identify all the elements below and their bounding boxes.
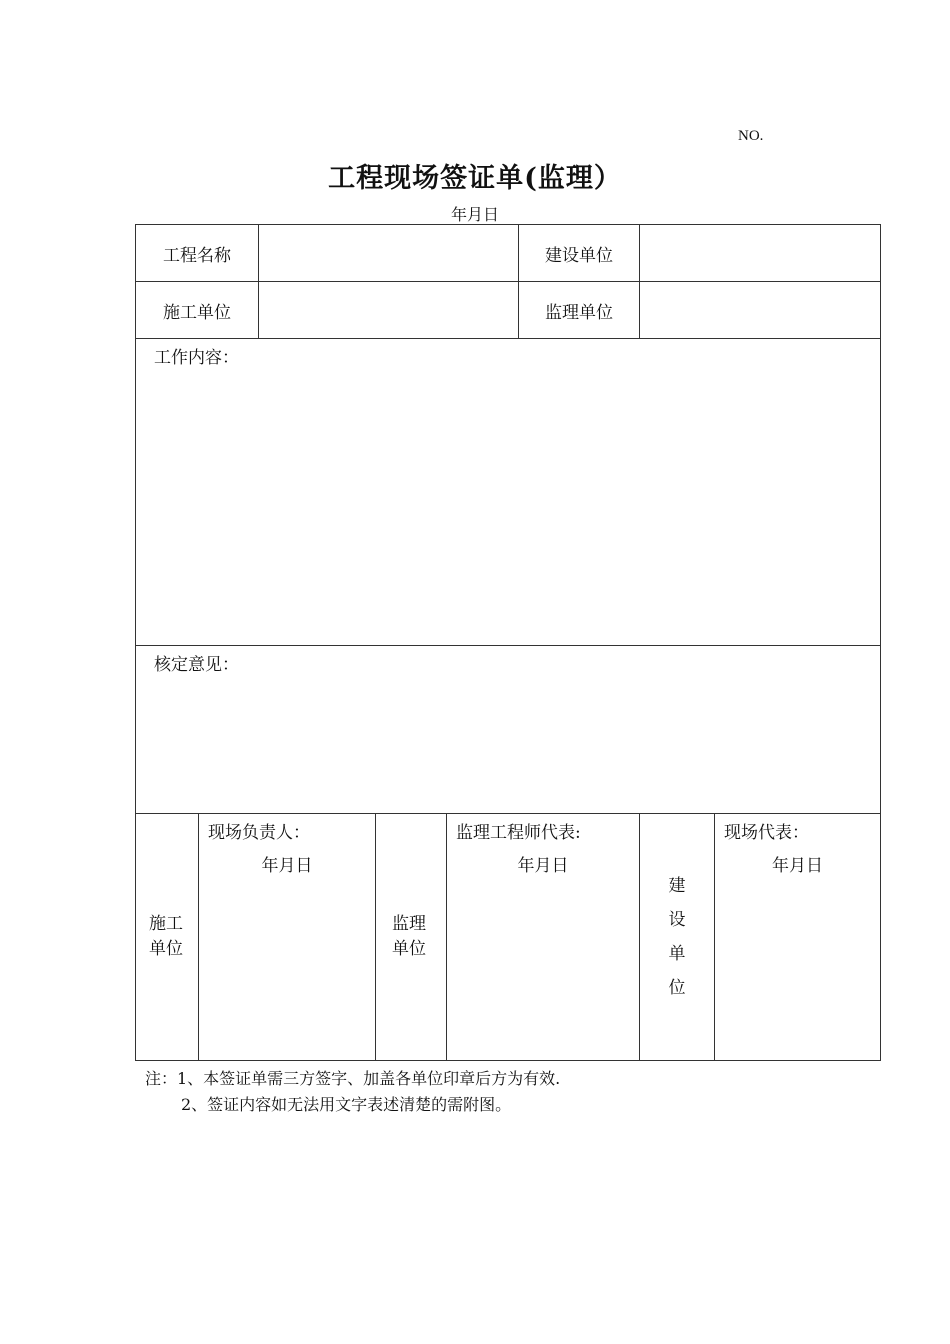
supervision-sign-date: 年月日 bbox=[517, 856, 569, 876]
supervision-unit-label: 监理单位 bbox=[519, 282, 640, 339]
note-line-2: 2、签证内容如无法用文字表述清楚的需附图。 bbox=[181, 1095, 512, 1114]
project-name-field[interactable] bbox=[259, 225, 519, 282]
owner-sign-date: 年月日 bbox=[772, 856, 824, 876]
construction-unit-label: 施工单位 bbox=[136, 282, 259, 339]
owner-signature-area[interactable] bbox=[715, 814, 881, 1061]
document-number-label: NO. bbox=[738, 128, 764, 144]
owner-unit-char: 建 bbox=[668, 876, 686, 896]
supervising-engineer-label: 监理工程师代表: bbox=[456, 823, 581, 843]
project-name-label: 工程名称 bbox=[136, 225, 259, 282]
owner-representative-label: 现场代表： bbox=[724, 823, 810, 843]
owner-unit-label: 建设单位 bbox=[519, 225, 640, 282]
owner-unit-char: 单 bbox=[668, 944, 686, 964]
construction-signature-area[interactable] bbox=[199, 814, 376, 1061]
document-title: 工程现场签证单(监理） bbox=[328, 163, 622, 194]
construction-unit-line1: 施工 bbox=[149, 914, 183, 934]
supervision-unit-sign-label bbox=[376, 814, 447, 1061]
supervision-signature-area[interactable] bbox=[447, 814, 640, 1061]
construction-unit-line2: 单位 bbox=[149, 939, 183, 959]
construction-sign-date: 年月日 bbox=[261, 856, 313, 876]
verification-opinion-label: 核定意见： bbox=[154, 655, 239, 675]
supervision-unit-line2: 单位 bbox=[392, 939, 426, 959]
work-content-area[interactable] bbox=[136, 339, 881, 646]
note-line-1: 注：1、本签证单需三方签字、加盖各单位印章后方为有效. bbox=[145, 1069, 561, 1088]
supervision-unit-field[interactable] bbox=[640, 282, 881, 339]
owner-unit-char: 位 bbox=[668, 978, 686, 998]
document-date: 年月日 bbox=[450, 205, 499, 224]
supervision-unit-line1: 监理 bbox=[392, 914, 426, 934]
work-content-label: 工作内容： bbox=[154, 348, 239, 368]
notes-section bbox=[145, 1066, 560, 1118]
owner-unit-field[interactable] bbox=[640, 225, 881, 282]
site-manager-label: 现场负责人： bbox=[208, 823, 310, 843]
construction-unit-field[interactable] bbox=[259, 282, 519, 339]
verification-opinion-area[interactable] bbox=[136, 646, 881, 814]
owner-unit-sign-label bbox=[640, 814, 715, 1061]
visa-form-table bbox=[135, 224, 881, 1061]
owner-unit-char: 设 bbox=[668, 910, 686, 930]
construction-unit-sign-label bbox=[136, 814, 199, 1061]
